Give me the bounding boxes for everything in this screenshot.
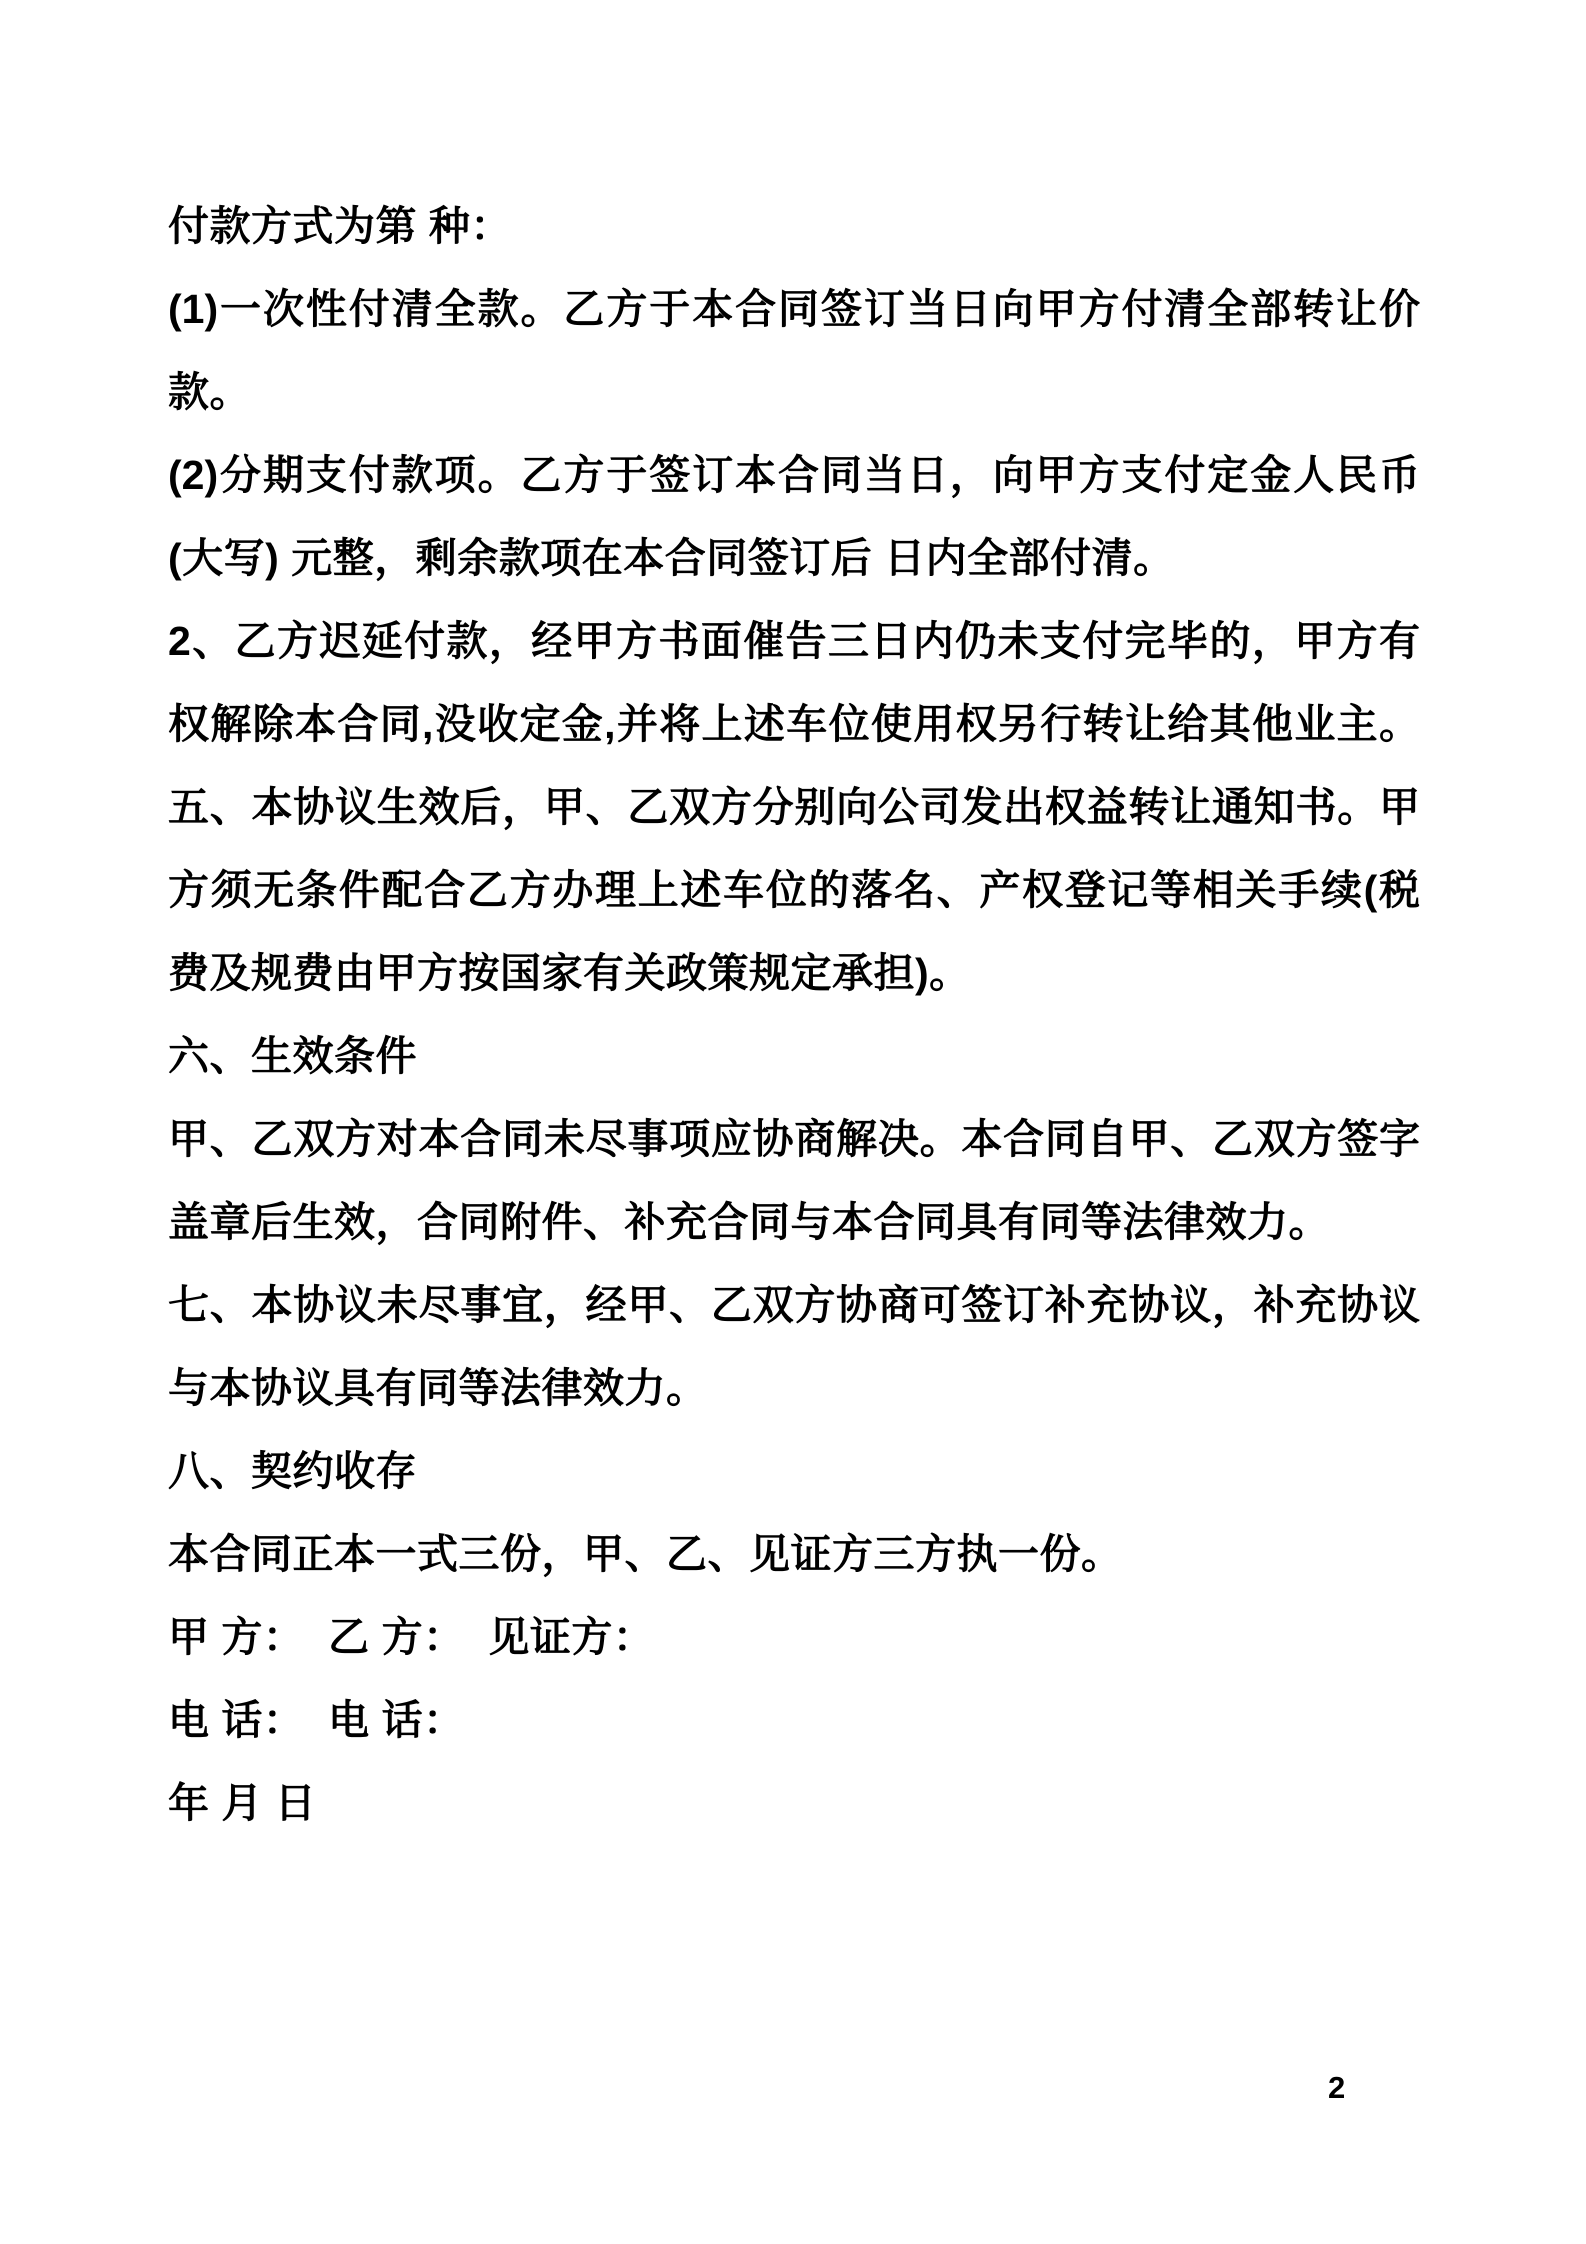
contract-text-line: 甲、乙双方对本合同未尽事项应协商解决。本合同自甲、乙双方签字 bbox=[168, 1116, 1420, 1162]
contract-body-text bbox=[168, 185, 1420, 1845]
contract-text-line: (1)一次性付清全款。乙方于本合同签订当日向甲方付清全部转让价 bbox=[168, 286, 1420, 332]
contract-text-line: 2、乙方迟延付款，经甲方书面催告三日内仍未支付完毕的，甲方有 bbox=[168, 618, 1420, 664]
contract-text-line: 七、本协议未尽事宜，经甲、乙双方协商可签订补充协议，补充协议 bbox=[168, 1282, 1420, 1328]
contract-section-heading: 八、契约收存 bbox=[168, 1448, 417, 1494]
contract-text-line: 权解除本合同,没收定金,并将上述车位使用权另行转让给其他业主。 bbox=[168, 701, 1420, 747]
contract-section-heading: 六、生效条件 bbox=[168, 1033, 417, 1079]
contract-text-line: 付款方式为第 种： bbox=[168, 203, 512, 249]
contract-text-line: (2)分期支付款项。乙方于签订本合同当日，向甲方支付定金人民币 bbox=[168, 452, 1420, 498]
contract-text-line: 款。 bbox=[168, 369, 251, 415]
contract-text-line: 方须无条件配合乙方办理上述车位的落名、产权登记等相关手续(税 bbox=[168, 867, 1420, 913]
signature-date-line: 年 月 日 bbox=[168, 1780, 317, 1826]
contract-text-line: 费及规费由甲方按国家有关政策规定承担)。 bbox=[168, 950, 971, 996]
signature-phone-line: 电 话： 电 话： bbox=[168, 1697, 465, 1743]
contract-text-line: 五、本协议生效后，甲、乙双方分别向公司发出权益转让通知书。甲 bbox=[168, 784, 1420, 830]
contract-text-line: 本合同正本一式三份，甲、乙、见证方三方执一份。 bbox=[168, 1531, 1123, 1577]
signature-party-line: 甲 方： 乙 方： 见证方： bbox=[168, 1614, 655, 1660]
page-number: 2 bbox=[1328, 2070, 1346, 2105]
contract-text-line: 与本协议具有同等法律效力。 bbox=[168, 1365, 708, 1411]
contract-text-line: (大写) 元整，剩余款项在本合同签订后 日内全部付清。 bbox=[168, 535, 1175, 581]
contract-text-line: 盖章后生效，合同附件、补充合同与本合同具有同等法律效力。 bbox=[168, 1199, 1330, 1245]
